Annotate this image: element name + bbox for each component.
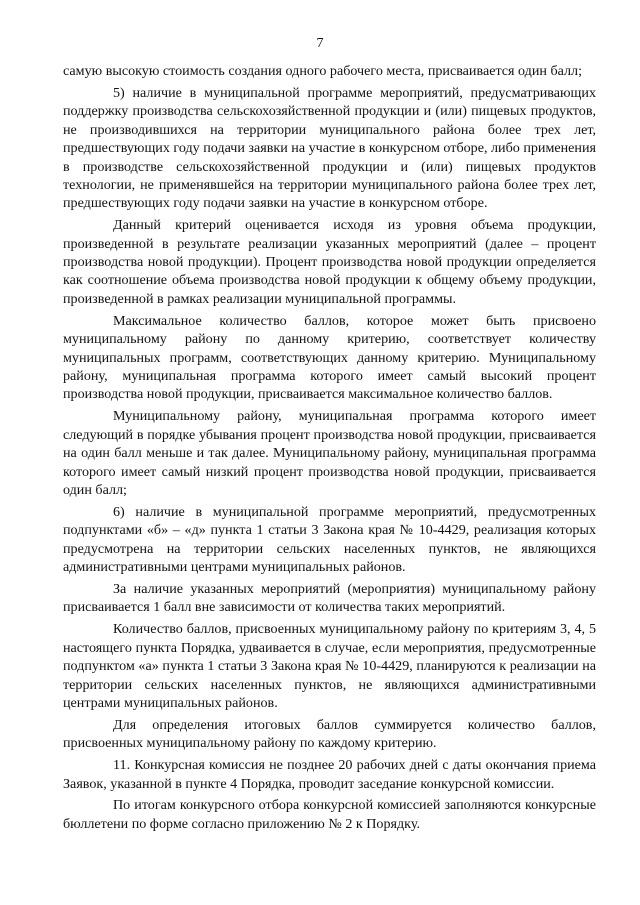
paragraph-criterion-5-ranking: Муниципальному району, муниципальная программа которого имеет следующий в порядке убывания процент производства новой продукции, присваивается на один балл меньше и так далее. Муниципальному району, муниципальная программа которого имеет самый низкий процент производства новой продукции, присваивается один балл; <box>63 408 596 498</box>
paragraph-criterion-6-score: За наличие указанных мероприятий (мероприятия) муниципальному району присваивается 1 балл вне зависимости от количества таких мероприятий. <box>63 580 596 616</box>
page-number: 7 <box>316 36 324 51</box>
paragraph-criterion-5-max-score: Максимальное количество баллов, которое может быть присвоено муниципальному району по данному критерию, соответствует количеству муниципальных программ, соответствующих данному критерию. Муниципальному району, муниципальная программа которого имеет самый высокий процент производства новой продукции, присваивается максимальное количество баллов. <box>63 312 596 403</box>
paragraph-item-11: 11. Конкурсная комиссия не позднее 20 рабочих дней с даты окончания приема Заявок, указанной в пункте 4 Порядка, проводит заседание конкурсной комиссии. <box>63 757 596 792</box>
body-text <box>63 62 596 837</box>
paragraph-score-doubling: Количество баллов, присвоенных муниципальному району по критериям 3, 4, 5 настоящего пункта Порядка, удваивается в случае, если мероприятия, предусмотренные подпунктом «а» пункта 1 статьи 3 Закона края № 10-4429, планируются к реализации на территории сельских населенных пунктов, не являющихся административными центрами муниципальных районов. <box>63 621 596 711</box>
paragraph-criterion-5: 5) наличие в муниципальной программе мероприятий, предусматривающих поддержку производства сельскохозяйственной продукции и (или) пищевых продуктов, не производившихся на территории муниципального района более трех лет, предшествующих году подачи заявки на участие в конкурсном отборе, либо применения в производстве сельскохозяйственной продукции и (или) пищевых продуктов технологии, не применявшейся на территории муниципального района более трех лет, предшествующих году подачи заявки на участие в конкурсном отборе. <box>63 84 596 212</box>
paragraph-total-score: Для определения итоговых баллов суммируется количество баллов, присвоенных муниципальному району по каждому критерию. <box>63 716 596 752</box>
paragraph-ballots: По итогам конкурсного отбора конкурсной комиссией заполняются конкурсные бюллетени по форме согласно приложению № 2 к Порядку. <box>63 797 596 832</box>
paragraph-criterion-6: 6) наличие в муниципальной программе мероприятий, предусмотренных подпунктами «б» – «д» пункта 1 статьи 3 Закона края № 10-4429, реализация которых предусмотрена на территории сельских населенных пунктов, не являющихся административными центрами муниципальных районов. <box>63 503 596 576</box>
paragraph-criterion-5-evaluation: Данный критерий оценивается исходя из уровня объема продукции, произведенной в результате реализации указанных мероприятий (далее – процент производства новой продукции). Процент производства новой продукции определяется как соотношение объема производства новой продукции к общему объему продукции, произведенной в рамках реализации муниципальной программы. <box>63 217 596 307</box>
paragraph-continuation: самую высокую стоимость создания одного рабочего места, присваивается один балл; <box>63 63 582 79</box>
